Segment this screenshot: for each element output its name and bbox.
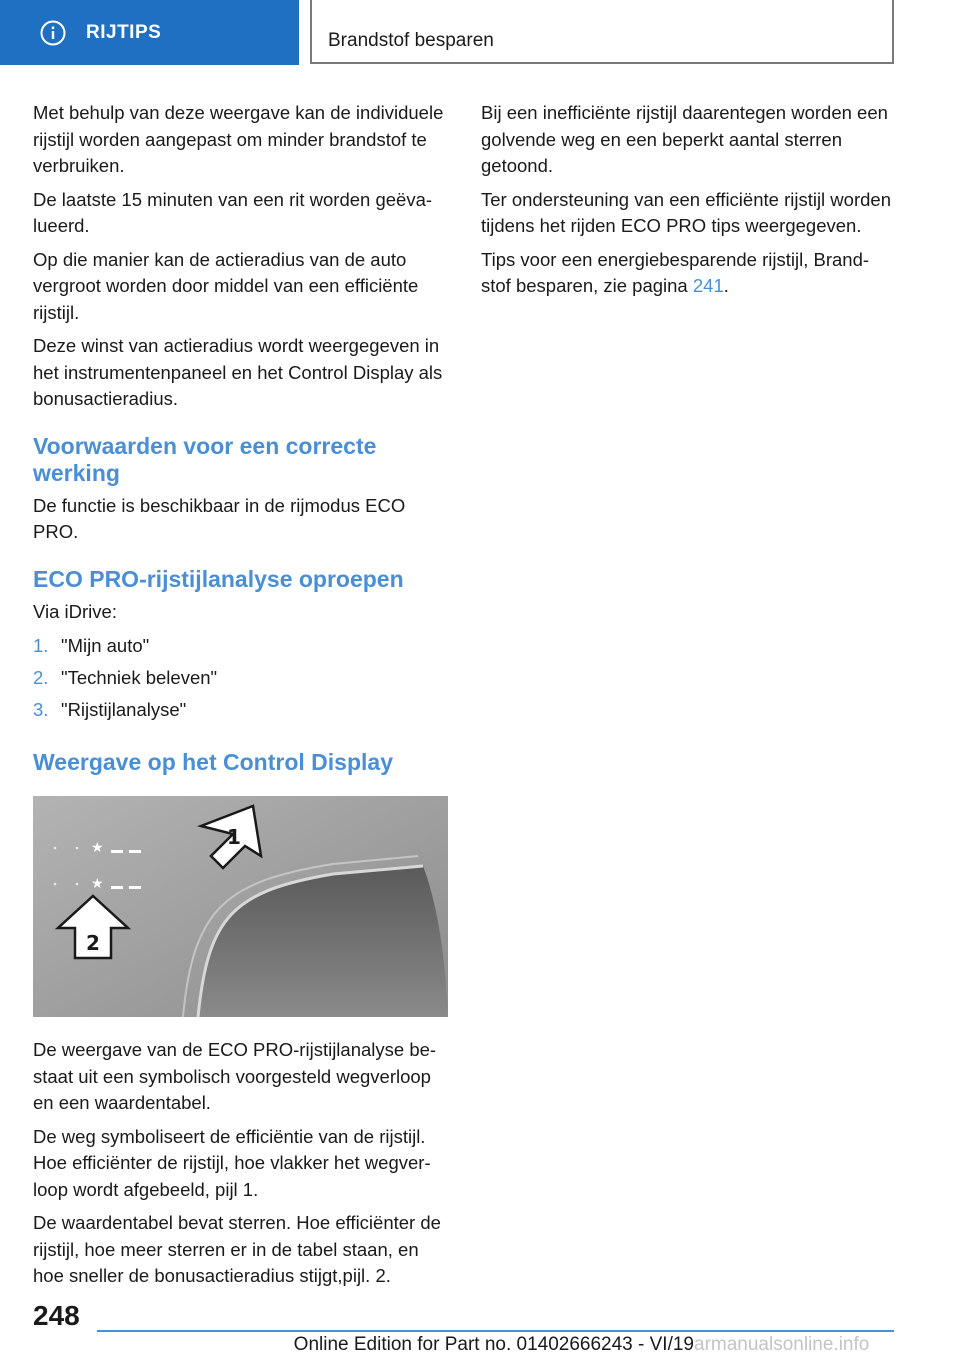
step-text: "Mijn auto" [61,635,150,656]
list-item [33,697,449,729]
watermark: armanualsonline.info [694,1334,870,1355]
step-number: 1. [33,635,49,656]
right-column [481,100,891,307]
page-number: 248 [33,1300,80,1331]
paragraph: De weg symboliseert de efficiëntie van de rijstijl. Hoe efficiënter de rijstijl, hoe vlakker het wegverloop wordt afgebeeld, pijl 1. [33,1125,431,1200]
section-tab [0,0,299,65]
tips-text: Tips voor een energiebesparende rijstijl, Brandstof besparen, zie pagina [481,248,870,296]
page-title: Brandstof besparen [328,30,494,51]
step-text: "Rijstijlanalyse" [61,699,187,720]
tips-end: . [723,275,729,296]
paragraph: De laatste 15 minuten van een rit worden geëvalueerd. [33,188,433,236]
paragraph: De weergave van de ECO PRO-rijstijlanalyse bestaat uit een symbolisch voorgesteld wegverloop en een waardentabel. [33,1039,437,1113]
paragraph: Ter ondersteuning van een efficiënte rijstijl worden tijdens het rijden ECO PRO tips weergegeven. [481,188,891,236]
paragraph: Via iDrive: [33,600,117,622]
paragraph: Op die manier kan de actieradius van de auto vergroot worden door middel van een efficiënte rijstijl. [33,248,419,323]
paragraph: De waardentabel bevat sterren. Hoe efficiënter de rijstijl, hoe meer sterren er in de tabel staan, en hoe sneller de bonusactieradius stijgt,pijl. 2. [33,1212,441,1286]
paragraph: Met behulp van deze weergave kan de individuele rijstijl worden aangepast om minder brandstof te verbruiken. [33,102,444,176]
arrow-2-label: 2 [86,931,100,955]
arrow-1-label: 1 [227,825,241,849]
road-illustration [33,796,448,1017]
svg-text:★: ★ [91,876,104,892]
step-number: 2. [33,667,49,688]
step-text: "Techniek beleven" [61,667,218,688]
svg-text:★: ★ [91,840,104,856]
paragraph [481,247,891,300]
list-item [33,665,449,697]
steps-list [33,633,449,729]
page-link[interactable]: 241 [692,275,724,296]
control-display-figure [33,796,448,1017]
section-heading: Weergave op het Control Display [33,749,393,775]
footer-divider [97,1330,894,1332]
paragraph: Bij een inefficiënte rijstijl daarentegen worden een golvende weg en een beperkt aantal sterren getoond. [481,102,888,176]
list-item [33,633,449,665]
step-number: 3. [33,699,49,720]
header-title-box [310,0,894,64]
info-icon [40,20,66,46]
paragraph: Deze winst van actieradius wordt weergegeven in het instrumentenpaneel en het Control Display als bonusactieradius. [33,335,443,409]
section-label: RIJTIPS [86,21,162,43]
section-heading: Voorwaarden voor een correcte werking [33,432,377,486]
paragraph: De functie is beschikbaar in de rijmodus ECO PRO. [33,494,406,542]
edition-text: Online Edition for Part no. 01402666243 - VI/19 [293,1334,694,1355]
section-heading: ECO PRO-rijstijlanalyse oproepen [33,565,404,592]
left-column [33,100,449,1297]
